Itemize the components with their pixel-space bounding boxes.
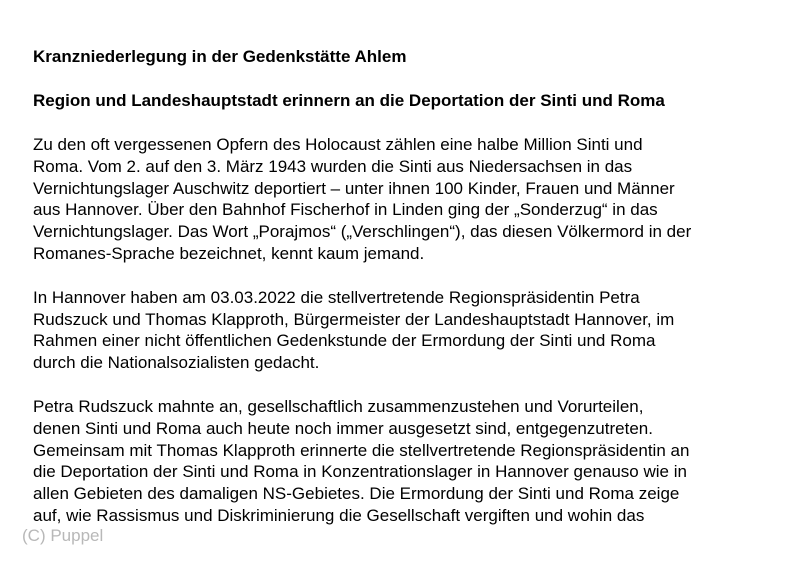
copyright-watermark: (C) Puppel — [22, 526, 104, 545]
paragraph-line: In Hannover haben am 03.03.2022 die stellvertretende Regionspräsidentin Petra — [33, 287, 640, 307]
paragraph-1 — [33, 134, 783, 265]
paragraph-line: auf, wie Rassismus und Diskriminierung die Gesellschaft vergiften und wohin das — [33, 505, 645, 525]
paragraph-line: allen Gebieten des damaligen NS-Gebietes. Die Ermordung der Sinti und Roma zeige — [33, 484, 680, 504]
paragraph-line: Gemeinsam mit Thomas Klapproth erinnerte die stellvertretende Regionspräsidentin an — [33, 440, 690, 460]
paragraph-line: Zu den oft vergessenen Opfern des Holocaust zählen eine halbe Million Sinti und — [33, 135, 643, 154]
paragraph-spacer — [33, 265, 783, 287]
document-title: Kranzniederlegung in der Gedenkstätte Ahlem — [33, 47, 407, 66]
paragraph-line: Rudszuck und Thomas Klapproth, Bürgermeister der Landeshauptstadt Hannover, im — [33, 309, 675, 329]
paragraph-2 — [33, 287, 783, 374]
paragraph-3 — [33, 396, 783, 527]
document — [33, 46, 783, 527]
paragraph-line: Rahmen einer nicht öffentlichen Gedenkstunde der Ermordung der Sinti und Roma — [33, 331, 656, 351]
paragraph-line: Romanes-Sprache bezeichnet, kennt kaum jemand. — [33, 243, 425, 263]
document-subtitle: Region und Landeshauptstadt erinnern an die Deportation der Sinti und Roma — [33, 91, 665, 110]
paragraph-line: Petra Rudszuck mahnte an, gesellschaftlich zusammenzustehen und Vorurteilen, — [33, 396, 644, 416]
paragraph-line: aus Hannover. Über den Bahnhof Fischerhof in Linden ging der „Sonderzug“ in das — [33, 200, 658, 220]
paragraph-line: durch die Nationalsozialisten gedacht. — [33, 353, 320, 373]
paragraph-line: denen Sinti und Roma auch heute noch immer ausgesetzt sind, entgegenzutreten. — [33, 418, 653, 438]
paragraph-line: Vernichtungslager. Das Wort „Porajmos“ („Verschlingen“), das diesen Völkermord in der — [33, 222, 692, 242]
paragraph-spacer — [33, 374, 783, 396]
paragraph-line: die Deportation der Sinti und Roma in Konzentrationslager in Hannover genauso wie in — [33, 462, 687, 482]
paragraph-line: Vernichtungslager Auschwitz deportiert – unter ihnen 100 Kinder, Frauen und Männer — [33, 178, 675, 198]
paragraph-line: Roma. Vom 2. auf den 3. März 1943 wurden die Sinti aus Niedersachsen in das — [33, 156, 633, 176]
